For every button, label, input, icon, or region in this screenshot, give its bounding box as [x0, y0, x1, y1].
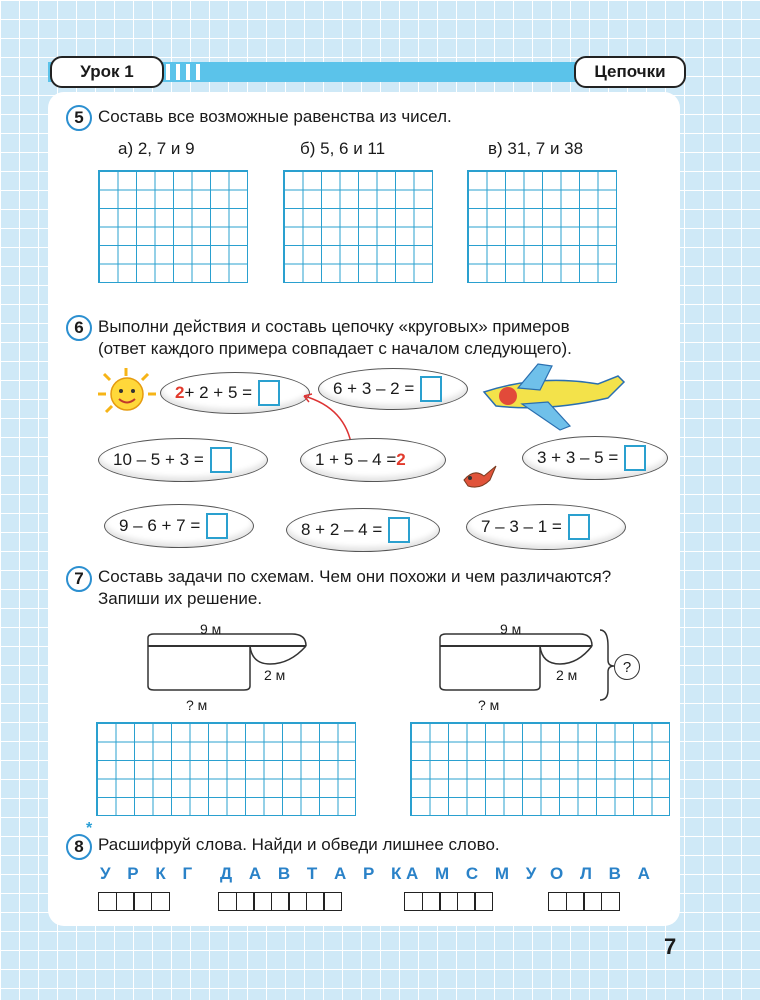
scheme-1-right-label: 2 м	[264, 667, 286, 683]
example-4-expression: 1 + 5 – 4 =	[315, 450, 397, 469]
answer-cells-4[interactable]	[548, 892, 618, 911]
example-8-expression: 7 – 3 – 1 =	[481, 517, 562, 536]
answer-cells-2[interactable]	[218, 892, 341, 911]
scheme-2-total-circle: ?	[614, 654, 640, 680]
example-4-answer: 2	[396, 450, 406, 469]
task-5-item-c: в) 31, 7 и 38	[488, 139, 584, 158]
example-6-expression: 9 – 6 + 7 =	[119, 516, 201, 535]
scheme-1-bottom-label: ? м	[186, 697, 208, 713]
scheme-2-bottom-label: ? м	[478, 697, 500, 713]
scheme-2-right-label: 2 м	[556, 667, 578, 683]
example-7-expression: 8 + 2 – 4 =	[301, 520, 383, 539]
scrambled-word-4: О Л В А	[550, 864, 656, 883]
task-5-item-a: а) 2, 7 и 9	[118, 139, 195, 158]
task-8-star: *	[86, 820, 93, 837]
task-6-text-line1: Выполни действия и составь цепочку «круговых» примеров	[98, 317, 570, 336]
task-5-item-b: б) 5, 6 и 11	[300, 139, 386, 158]
airplane-icon	[478, 362, 628, 434]
example-5-answer-box[interactable]	[624, 445, 646, 471]
scheme-2-top-label: 9 м	[500, 621, 522, 637]
header-stripe	[166, 64, 170, 80]
sun-icon	[96, 364, 166, 420]
cloud-example-4	[300, 438, 446, 482]
answer-cells-1[interactable]	[98, 892, 168, 911]
header-stripe	[196, 64, 200, 80]
example-3-expression: 10 – 5 + 3 =	[113, 450, 204, 469]
example-1-expression: + 2 + 5 =	[184, 383, 253, 402]
topic-label: Цепочки	[574, 56, 686, 88]
answer-grid-scheme-1[interactable]	[96, 722, 356, 816]
task-7-text-line1: Составь задачи по схемам. Чем они похожи и чем различаются?	[98, 567, 612, 586]
cloud-example-7	[286, 508, 440, 552]
scrambled-word-1: У Р К Г	[100, 864, 199, 883]
example-1-start: 2	[175, 383, 185, 402]
cloud-example-1	[160, 372, 310, 414]
scrambled-word-2: Д А В Т А Р К	[220, 864, 408, 883]
example-5-expression: 3 + 3 – 5 =	[537, 448, 619, 467]
task-6-text-line2: (ответ каждого примера совпадает с началом следующего).	[98, 339, 572, 358]
answer-cells-3[interactable]	[404, 892, 492, 911]
lesson-label: Урок 1	[50, 56, 164, 88]
task-8-text: Расшифруй слова. Найди и обведи лишнее слово.	[98, 835, 500, 854]
example-7-answer-box[interactable]	[388, 517, 410, 543]
bird-icon	[460, 462, 500, 492]
page-number: 7	[664, 934, 677, 959]
cloud-example-3	[98, 438, 268, 482]
example-2-expression: 6 + 3 – 2 =	[333, 379, 415, 398]
cloud-example-6	[104, 504, 254, 548]
answer-grid-b[interactable]	[283, 170, 433, 283]
header-stripe	[186, 64, 190, 80]
scheme-1	[140, 616, 330, 716]
task-5-number: 5	[66, 105, 92, 131]
answer-grid-c[interactable]	[467, 170, 617, 283]
example-6-answer-box[interactable]	[206, 513, 228, 539]
task-7-text-line2: Запиши их решение.	[98, 589, 263, 608]
task-6-number: 6	[66, 315, 92, 341]
cloud-example-8	[466, 504, 626, 550]
task-5-text: Составь все возможные равенства из чисел.	[98, 107, 452, 126]
answer-grid-scheme-2[interactable]	[410, 722, 670, 816]
scrambled-word-3: А М С М У	[406, 864, 543, 883]
task-7-number: 7	[66, 566, 92, 592]
example-8-answer-box[interactable]	[568, 514, 590, 540]
task-8-number: 8	[66, 834, 92, 860]
example-2-answer-box[interactable]	[420, 376, 442, 402]
header-stripe	[176, 64, 180, 80]
example-1-answer-box[interactable]	[258, 380, 280, 406]
cloud-example-5	[522, 436, 668, 480]
example-3-answer-box[interactable]	[210, 447, 232, 473]
scheme-2	[432, 616, 632, 716]
scheme-1-top-label: 9 м	[200, 621, 222, 637]
answer-grid-a[interactable]	[98, 170, 248, 283]
